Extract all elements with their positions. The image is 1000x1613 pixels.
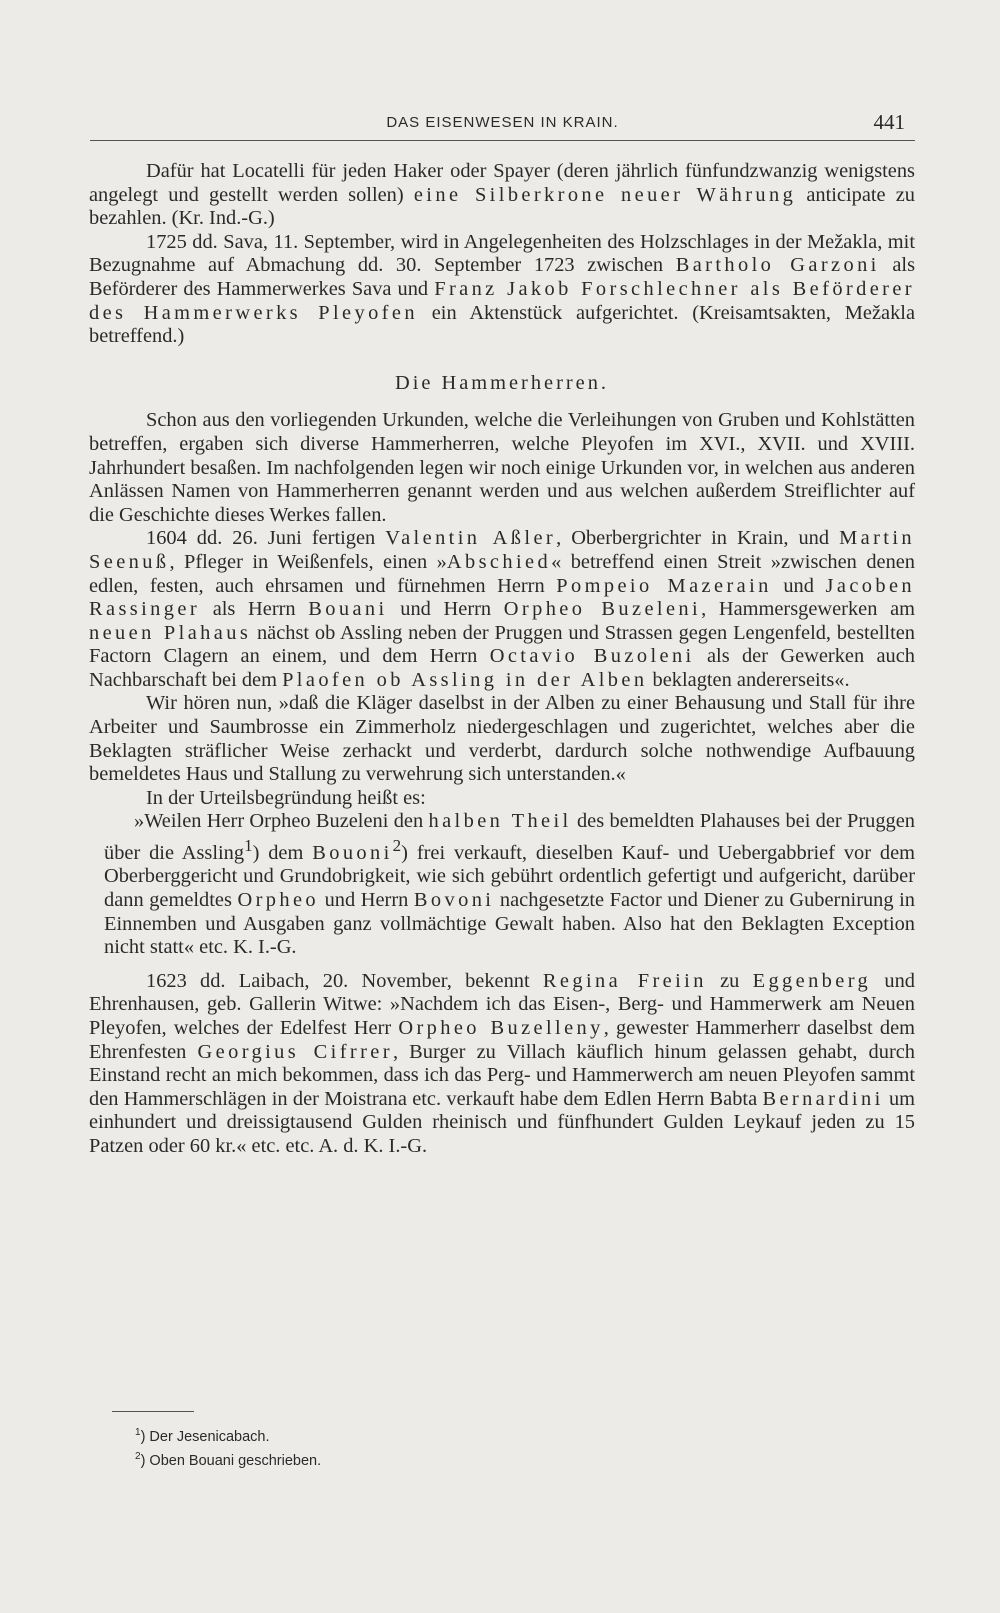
text-run: »Weilen Herr Orpheo Buzeleni den bbox=[134, 810, 429, 833]
spaced-emphasis: Plaofen ob Assling in der Alben bbox=[282, 668, 648, 691]
text-run: ) dem bbox=[252, 841, 313, 864]
paragraph-urteil: In der Urteilsbegründung heißt es: bbox=[146, 786, 426, 809]
spaced-emphasis: halben Theil bbox=[428, 810, 572, 833]
text-run: des bemeldten Plahauses bei der Pruggen über die Assling bbox=[104, 810, 915, 864]
spaced-emphasis: Bouani bbox=[308, 598, 388, 621]
spaced-emphasis: Bovoni bbox=[413, 889, 495, 912]
text-run: nächst ob Assling neben der Pruggen und Strassen gegen Lengenfeld, bestellten Factorn Clagern an einem, und dem Herrn bbox=[89, 621, 915, 668]
text-run: ein Aktenstück aufgerichtet. (Kreisamtsakten, Mežakla betreffend.) bbox=[89, 301, 915, 348]
text-run: zu bbox=[706, 969, 753, 992]
footnote-mark: 2 bbox=[135, 1450, 141, 1462]
footnote-2 bbox=[135, 1447, 635, 1471]
text-run: Dafür hat Locatelli für jeden Haker oder Spayer (deren jährlich fünfundzwanzig wenigstens angelegt und gestellt werden sollen) bbox=[89, 160, 915, 206]
text-run: als der Gewerken auch Nachbarschaft bei dem bbox=[89, 645, 915, 691]
spaced-emphasis: Eggenberg bbox=[752, 969, 872, 992]
text-run: , Pfleger in Weißenfels, einen » bbox=[169, 550, 447, 573]
spaced-emphasis: Georgius Cifrrer bbox=[197, 1040, 393, 1063]
text-run: 1725 dd. Sava, 11. September, wird in Angelegenheiten des Holzschlages in der Mežakla, mit Bezugnahme auf Abmachung dd. 30. September 1723 zwischen bbox=[89, 230, 915, 277]
paragraph-1725 bbox=[89, 231, 915, 349]
text-run: , Oberbergrichter in Krain, und bbox=[556, 527, 840, 550]
text-run: und Ehrenhausen, geb. Gallerin Witwe: »Nachdem ich das Eisen-, Berg- und Hammerwerk am Neuen Pleyofen, welches der Edelfest Herr bbox=[89, 969, 915, 1039]
footnote-text: ) Oben Bouani geschrieben. bbox=[140, 1452, 322, 1469]
paragraph-1604 bbox=[89, 527, 915, 692]
spaced-emphasis: Abschied bbox=[446, 550, 552, 573]
paragraph-intro: Schon aus den vorliegenden Urkunden, welche die Verleihungen von Gruben und Kohlstätten betreffen, ergaben sich diverse Hammerherren, welche Pleyofen im XVI., XVII. und XVIII. Jahrhundert besaßen. Im nachfolgenden legen wir noch einige Urkunden vor, in welchen aus anderen Anlässen Namen von Hammerherren genannt werden und aus welchen außerdem Streiflichter auf die Geschichte dieses Werkes fallen. bbox=[89, 409, 915, 526]
page-number: 441 bbox=[873, 110, 905, 134]
spaced-emphasis: Martin Seenuß bbox=[89, 527, 915, 573]
spaced-emphasis: Octavio Buzoleni bbox=[489, 645, 695, 668]
spaced-emphasis: Bartholo Garzoni bbox=[675, 254, 880, 277]
text-run: « betreffend einen Streit »zwischen denen edlen, festen, auch ehrsamen und fürnehmen Herrn bbox=[89, 550, 916, 597]
text-run: nachgesetzte Factor und Diener zu Gubernirung in Einnemben und Ausgaben ganz vollmächtige Gewalt haben. Also hat den Beklagten Exception nicht statt« etc. K. I.-G. bbox=[104, 889, 916, 959]
section-heading: Die Hammerherren. bbox=[394, 371, 610, 394]
paragraph-quote bbox=[89, 810, 915, 959]
footnote-mark: 1 bbox=[135, 1427, 141, 1438]
page-header bbox=[90, 110, 915, 141]
text-run: und Herrn bbox=[319, 889, 414, 912]
spaced-emphasis: eine Silberkrone neuer Währung bbox=[413, 183, 797, 206]
text-run: als Beförderer des Hammerwerkes Sava und bbox=[89, 254, 916, 300]
paragraph-1623 bbox=[89, 970, 915, 1159]
running-title: DAS EISENWESEN IN KRAIN. bbox=[386, 114, 619, 131]
footnote-divider bbox=[112, 1411, 194, 1412]
text-run: und Herrn bbox=[387, 598, 504, 621]
text-run: , Burger zu Villach käuflich hinum gelassen gehabt, durch Einstand recht an mich bekommen, dass ich das Perg- und Hammerwerch am neuen Pleyofen sammt den Hammerschlägen in der Moistrana etc. verkauft habe dem Edlen Herrn Babta bbox=[89, 1040, 915, 1110]
text-run: 1604 dd. 26. Juni fertigen bbox=[146, 527, 386, 550]
text-run: beklagten andererseits«. bbox=[647, 668, 850, 691]
page-body bbox=[89, 160, 915, 1159]
footnote-text: ) Der Jesenicabach. bbox=[140, 1428, 270, 1445]
text-run: 1623 dd. Laibach, 20. November, bekennt bbox=[146, 969, 543, 992]
footnote-1 bbox=[135, 1423, 635, 1447]
text-run: um einhundert und dreissigtausend Gulden rheinisch und fünfhundert Gulden Leykauf jeden zu 15 Patzen oder 60 kr.« etc. etc. A. d. K. I.-G. bbox=[89, 1087, 916, 1157]
footnotes bbox=[135, 1423, 635, 1471]
text-run: , Hammersgewerken am bbox=[701, 598, 915, 621]
spaced-emphasis: Pompeio Mazerain bbox=[556, 574, 772, 597]
spaced-emphasis: Valentin Aßler bbox=[385, 527, 557, 550]
footnote-ref: 2 bbox=[392, 836, 402, 856]
spaced-emphasis: Franz Jakob Forschlechner als Beförderer des Hammerwerks Pleyofen bbox=[89, 277, 915, 324]
spaced-emphasis: Bouoni bbox=[312, 841, 393, 864]
text-run: anticipate zu bezahlen. (Kr. Ind.-G.) bbox=[89, 183, 915, 230]
spaced-emphasis: Orpheo bbox=[237, 889, 320, 912]
spaced-emphasis: Regina Freiin bbox=[542, 969, 707, 992]
spaced-emphasis: Bernardini bbox=[762, 1087, 884, 1110]
paragraph-klaeger: Wir hören nun, »daß die Kläger daselbst in der Alben zu einer Behausung und Stall für ihre Arbeiter und Saumbrosse ein Zimmerholz niedergeschlagen und zugerichtet, welches aber die Beklagten sträflicher Weise zerhackt und verderbt, dardurch solche nothwendige Aufbauung bemeldetes Haus und Stallung zu verwehrung sich unterstanden.« bbox=[89, 692, 915, 786]
text-run: als Herrn bbox=[200, 598, 309, 621]
text-run: ) frei verkauft, dieselben Kauf- und Uebergabbrief vor dem Oberberggericht und Grundobrigkeit, wie sich gebührt ordentlich gefertigt und aufgericht, darüber dann gemeldtes bbox=[104, 841, 916, 912]
paragraph-locatelli bbox=[89, 160, 915, 231]
spaced-emphasis: Orpheo Buzeleni bbox=[503, 598, 702, 621]
text-run: und bbox=[771, 574, 826, 597]
spaced-emphasis: neuen Plahaus bbox=[89, 621, 252, 644]
text-run: , gewester Hammerherr daselbst dem Ehrenfesten bbox=[89, 1016, 915, 1063]
spaced-emphasis: Orpheo Buzelleny bbox=[398, 1016, 604, 1039]
footnote-ref: 1 bbox=[244, 836, 253, 856]
spaced-emphasis: Jacoben Rassinger bbox=[89, 574, 916, 621]
